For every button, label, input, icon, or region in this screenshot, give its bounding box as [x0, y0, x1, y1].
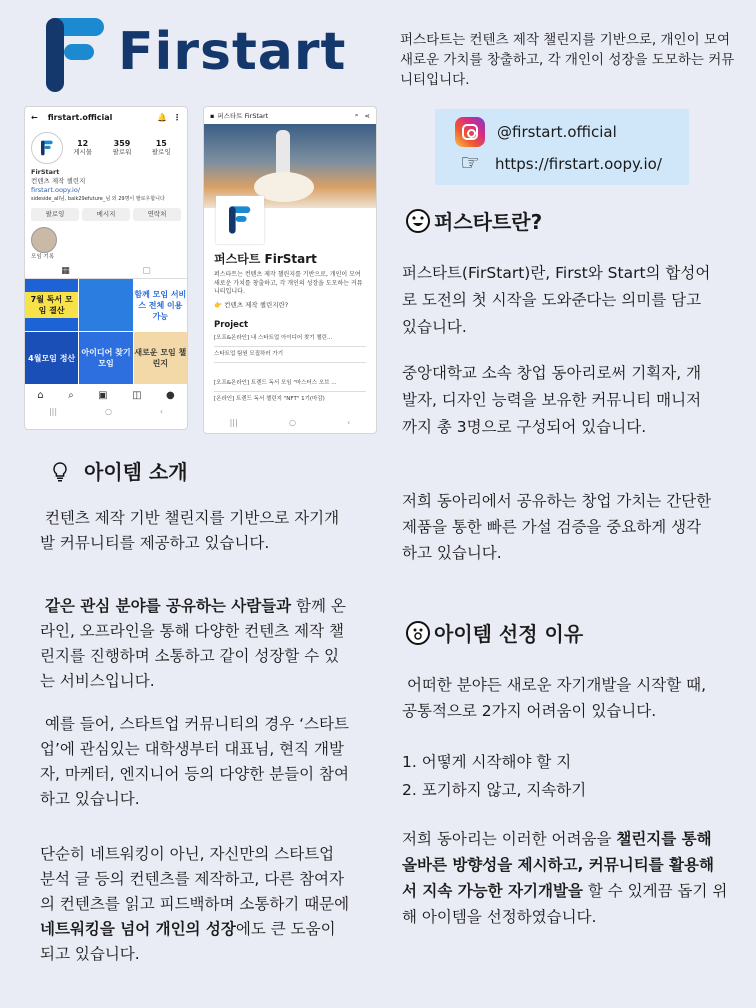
instagram-screenshot: [24, 106, 188, 430]
about-heading: 퍼스타트란?: [406, 206, 542, 235]
reels-icon[interactable]: ▣: [98, 390, 108, 401]
post-tile[interactable]: 함께 모임 서비스 전체 이용 가능: [134, 279, 187, 331]
lightbulb-icon: [52, 462, 68, 482]
post-tile[interactable]: 아이디어 찾기 모임: [79, 332, 132, 384]
website-row[interactable]: [455, 151, 662, 176]
back-arrow-icon: ←: [31, 113, 38, 122]
thinking-face-emoji-icon: [406, 621, 430, 645]
profile-icon[interactable]: ●: [165, 390, 175, 401]
profile-bio: 컨텐츠 제작 챌린지: [31, 177, 86, 185]
web-link[interactable]: 👉 컨텐츠 제작 챌린지란?: [214, 300, 289, 309]
more-icon: ⋮: [173, 113, 181, 122]
highlight-circle[interactable]: [31, 227, 57, 253]
home-button-icon[interactable]: ○: [104, 407, 112, 416]
project-item[interactable]: [오프&온라인] 트렌드 독서 모임 "마스터스 오브 ...: [214, 379, 366, 392]
project-item[interactable]: [온라인] 트렌드 독서 챌린지 "NFT" 1기(마감): [214, 395, 325, 402]
list-item: 2. 포기하지 않고, 지속하기: [402, 781, 587, 799]
left-paragraph-4: 단순히 네트워킹이 아닌, 자신만의 스타트업 분석 글 등의 컨텐츠를 제작하고, 다른 참여자의 컨텐츠를 읽고 피드백하며 소통하기 때문에 네트워킹을 넘어 개인의 성장에도 큰 도움이 되고 있습니다.: [40, 845, 350, 963]
followed-by: sideside_all님, baik29efuture_님 외 29명이 팔로우합니다: [31, 196, 165, 202]
share-icon[interactable]: ⋖: [364, 111, 370, 120]
page-icon: ▪: [210, 111, 215, 120]
heart-eyes-emoji-icon: [406, 209, 430, 233]
grid-tab-icon[interactable]: ▦: [61, 266, 70, 276]
instagram-handle[interactable]: @firstart.official: [497, 123, 617, 141]
post-tile[interactable]: 7월 독서 모임 결산: [25, 279, 78, 331]
pointing-hand-icon: ☞: [460, 151, 480, 176]
bell-icon: 🔔: [157, 113, 167, 122]
web-title: 퍼스타트 FirStart: [214, 252, 317, 266]
profile-name: FirStart: [31, 168, 60, 176]
post-tile[interactable]: 4월모임 정산: [25, 332, 78, 384]
home-button-icon[interactable]: ○: [288, 418, 296, 427]
shop-icon[interactable]: ◫: [132, 390, 142, 401]
bottom-nav: [25, 384, 187, 407]
message-button[interactable]: 메시지: [82, 208, 130, 221]
right-paragraph-3: 저희 동아리에서 공유하는 창업 가치는 간단한 제품을 통한 빠른 가설 검증을 중요하게 생각하고 있습니다.: [402, 492, 712, 562]
web-section-title: Project: [214, 319, 249, 330]
search-icon[interactable]: ⌕: [68, 390, 74, 401]
profile-link[interactable]: firstart.oopy.io/: [31, 186, 81, 194]
insta-username: firstart.official: [47, 113, 113, 122]
back-button-icon[interactable]: ‹: [347, 418, 351, 427]
left-paragraph-3: 예를 들어, 스타트업 커뮤니티의 경우 ‘스타트업’에 관심있는 대학생부터 대표님, 현직 개발자, 마케터, 엔지니어 등의 다양한 분들이 참여하고 있습니다.: [40, 715, 349, 808]
contact-box: [435, 109, 689, 185]
back-button-icon[interactable]: ‹: [159, 407, 164, 416]
logo-mark-icon: [46, 18, 106, 92]
right-paragraph-5: 저희 동아리는 이러한 어려움을 챌린지를 통해 올바른 방향성을 제시하고, 커뮤니티를 활용해서 지속 가능한 자기개발을 할 수 있게끔 돕기 위해 아이템을 선정하였습니다.: [402, 830, 728, 926]
right-paragraph-1: 퍼스타트(FirStart)란, First와 Start의 합성어로 도전의 첫 시작을 도와준다는 의미를 담고 있습니다.: [402, 264, 711, 336]
project-item[interactable]: 스타트업 팀원 모집하러 가기: [214, 350, 366, 363]
stat-following: 15 팔로잉: [151, 139, 171, 156]
system-nav: [25, 407, 187, 416]
website-link[interactable]: https://firstart.oopy.io/: [495, 154, 662, 173]
stat-posts: 12 게시물: [73, 139, 93, 156]
system-nav: [204, 418, 376, 427]
following-button[interactable]: 팔로잉: [31, 208, 79, 221]
avatar: [31, 132, 63, 164]
project-item[interactable]: [오프&온라인] 내 스타트업 아이디어 찾기 챌린...: [214, 334, 366, 347]
post-tile[interactable]: [79, 279, 132, 331]
difficulty-list: [402, 748, 722, 804]
page-logo: [216, 196, 264, 244]
instagram-icon: [455, 117, 485, 147]
web-top-title: 퍼스타트 FirStart: [217, 112, 269, 120]
firstart-logo: [46, 18, 356, 92]
left-paragraph-2: 같은 관심 분야를 공유하는 사람들과 함께 온라인, 오프라인을 통해 다양한 컨텐츠 제작 챌린지를 진행하며 소통하고 같이 성장할 수 있는 서비스입니다.: [40, 597, 346, 690]
selection-reason-heading: 아이템 선정 이유: [406, 618, 583, 647]
recent-apps-icon[interactable]: |||: [229, 418, 238, 427]
web-description: 퍼스타트는 컨텐츠 제작 챌린지를 기반으로, 개인이 모여 새로운 가치를 창출하고, 각 개인의 성장을 도모하는 커뮤니티입니다.: [214, 271, 363, 295]
contact-button[interactable]: 연락처: [133, 208, 181, 221]
post-grid: [25, 279, 187, 384]
search-icon[interactable]: ⌕: [354, 111, 359, 119]
logo-mark-icon: [229, 206, 251, 234]
right-paragraph-4: 어떠한 분야든 새로운 자기개발을 시작할 때, 공통적으로 2가지 어려움이 있습니다.: [402, 676, 707, 720]
list-item: 1. 어떻게 시작해야 할 지: [402, 753, 572, 771]
website-screenshot: [203, 106, 377, 434]
tagged-tab-icon[interactable]: ▢: [142, 266, 151, 276]
left-paragraph-1: 컨텐츠 제작 기반 챌린지를 기반으로 자기개발 커뮤니티를 제공하고 있습니다.: [40, 509, 340, 552]
right-paragraph-2: 중앙대학교 소속 창업 동아리로써 기획자, 개발자, 디자인 능력을 보유한 커뮤니티 매니저까지 총 3명으로 구성되어 있습니다.: [402, 364, 702, 436]
recent-apps-icon[interactable]: |||: [48, 407, 58, 416]
stat-followers: 359 팔로워: [112, 139, 132, 156]
highlight-label: 모임 기록: [31, 254, 55, 260]
instagram-row[interactable]: [455, 117, 617, 147]
post-tile[interactable]: 새로운 모임 챌린지: [134, 332, 187, 384]
home-icon[interactable]: ⌂: [37, 390, 44, 401]
intro-text: 퍼스타트는 컨텐츠 제작 챌린지를 기반으로, 개인이 모여 새로운 가치를 창출하고, 각 개인이 성장을 도모하는 커뮤니티입니다.: [400, 32, 735, 88]
brand-name: Firstart: [118, 22, 347, 82]
item-intro-heading: 아이템 소개: [52, 456, 188, 485]
